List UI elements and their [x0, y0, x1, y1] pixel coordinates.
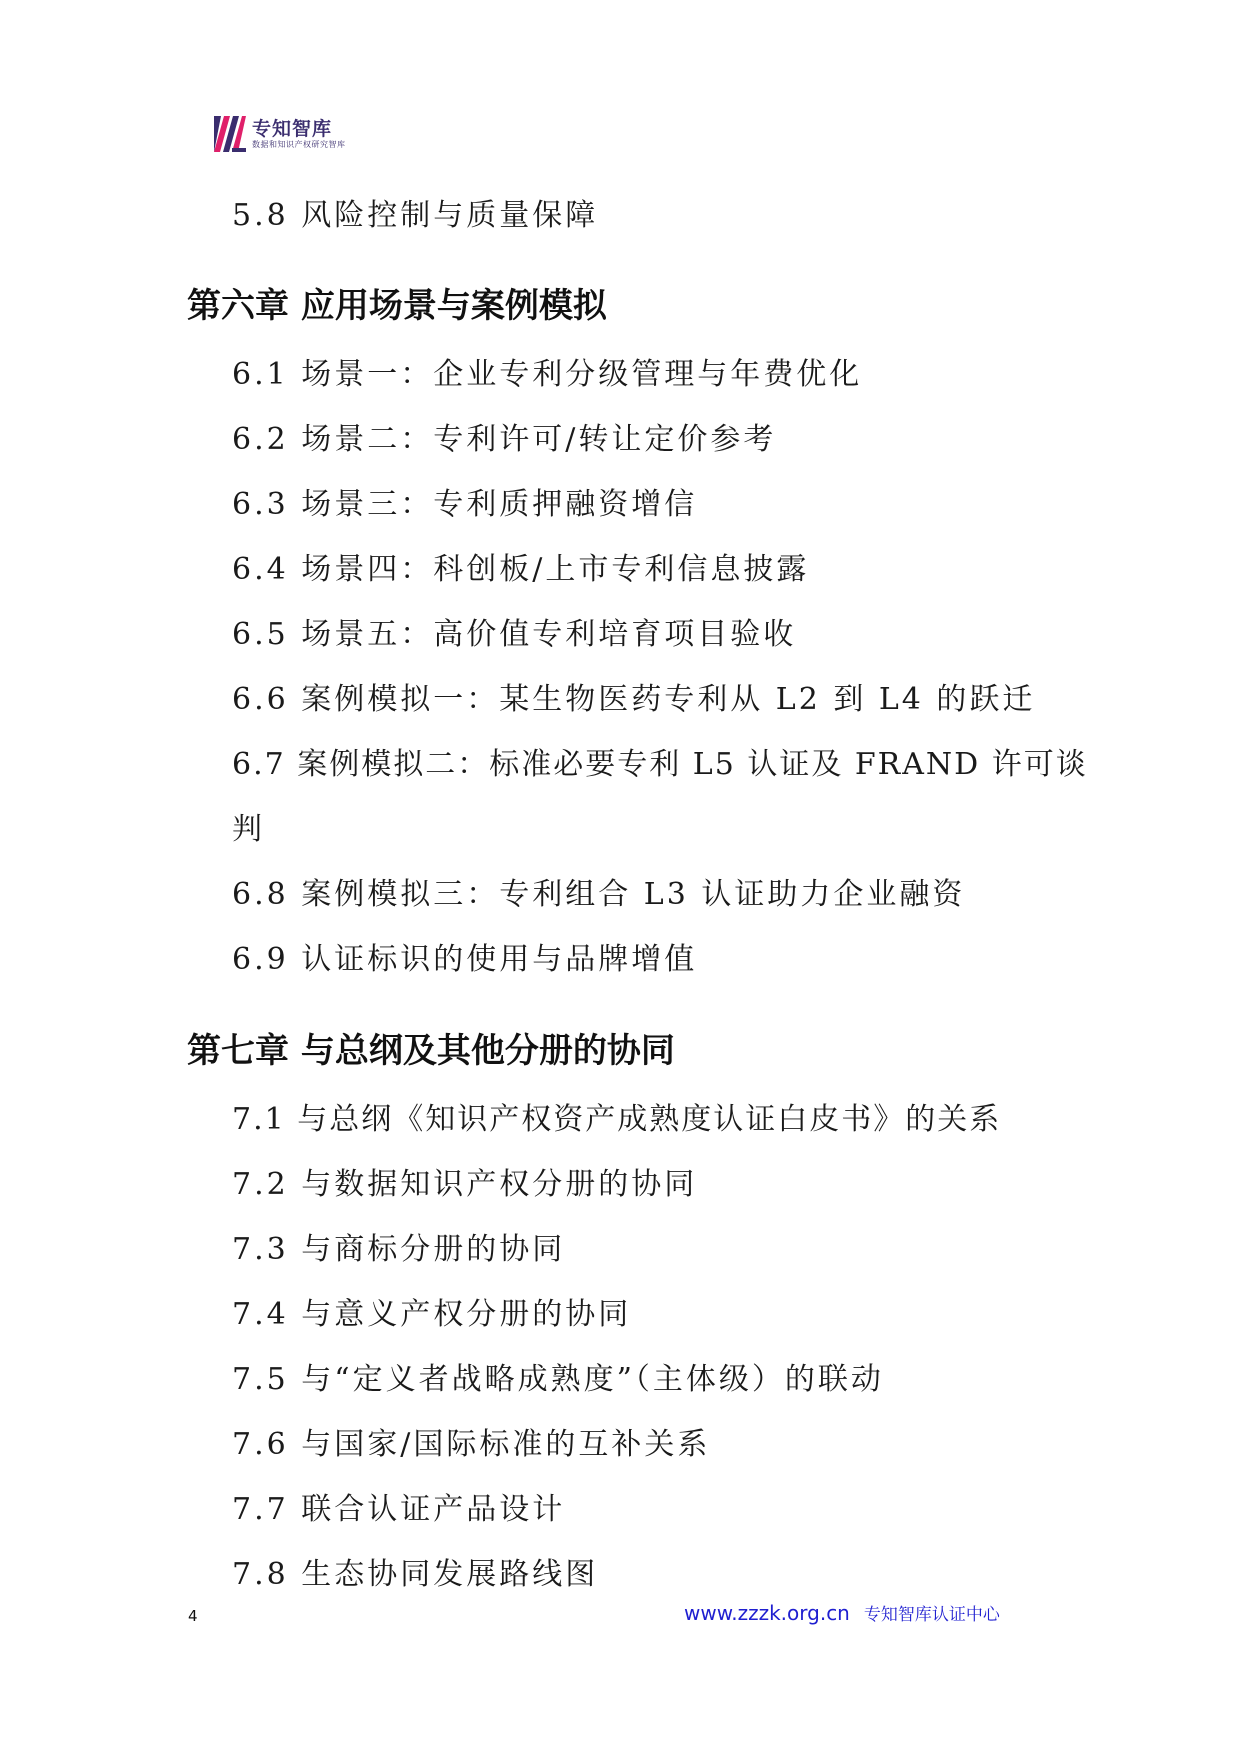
- toc-item-6-5: 6.5 场景五：高价值专利培育项目验收: [232, 617, 797, 652]
- toc-item-6-4: 6.4 场景四：科创板/上市专利信息披露: [232, 552, 810, 587]
- toc-item-6-3: 6.3 场景三：专利质押融资增信: [232, 487, 698, 522]
- toc-item-7-6: 7.6 与国家/国际标准的互补关系: [232, 1427, 711, 1462]
- toc-item-7-4: 7.4 与意义产权分册的协同: [232, 1297, 632, 1332]
- toc-item-5-8: 5.8 风险控制与质量保障: [232, 198, 599, 233]
- footer-info: [684, 1600, 1000, 1625]
- toc-item-6-6: 6.6 案例模拟一：某生物医药专利从 L2 到 L4 的跃迁: [232, 682, 1036, 717]
- toc-item-6-9: 6.9 认证标识的使用与品牌增值: [232, 942, 698, 977]
- chapter-6-title: 第六章 应用场景与案例模拟: [187, 286, 607, 326]
- chapter-7-title: 第七章 与总纲及其他分册的协同: [187, 1031, 675, 1071]
- footer-url-link[interactable]: www.zzzk.org.cn: [684, 1601, 850, 1625]
- toc-item-6-7: 6.7 案例模拟二：标准必要专利 L5 认证及 FRAND 许可谈: [232, 747, 1088, 782]
- footer-org-name: 专知智库认证中心: [863, 1605, 1000, 1625]
- toc-item-7-8: 7.8 生态协同发展路线图: [232, 1557, 599, 1592]
- logo-name: 专知智库: [252, 118, 333, 140]
- toc-item-7-1: 7.1 与总纲《知识产权资产成熟度认证白皮书》的关系: [232, 1102, 1002, 1137]
- toc-item-6-2: 6.2 场景二：专利许可/转让定价参考: [232, 422, 777, 457]
- toc-item-7-5: 7.5 与“定义者战略成熟度”（主体级）的联动: [232, 1362, 884, 1397]
- logo-tagline: 数据和知识产权研究智库: [252, 140, 346, 149]
- toc-item-6-1: 6.1 场景一：企业专利分级管理与年费优化: [232, 357, 863, 392]
- page-number: 4: [188, 1607, 198, 1625]
- zzzk-logo-icon: [212, 114, 246, 154]
- toc-item-7-7: 7.7 联合认证产品设计: [232, 1492, 566, 1527]
- header-logo: [212, 110, 346, 158]
- toc-item-7-3: 7.3 与商标分册的协同: [232, 1232, 566, 1267]
- toc-item-6-8: 6.8 案例模拟三：专利组合 L3 认证助力企业融资: [232, 877, 966, 912]
- toc-item-6-7-continued: 判: [232, 812, 265, 847]
- logo-text: [252, 118, 346, 150]
- toc-item-7-2: 7.2 与数据知识产权分册的协同: [232, 1167, 698, 1202]
